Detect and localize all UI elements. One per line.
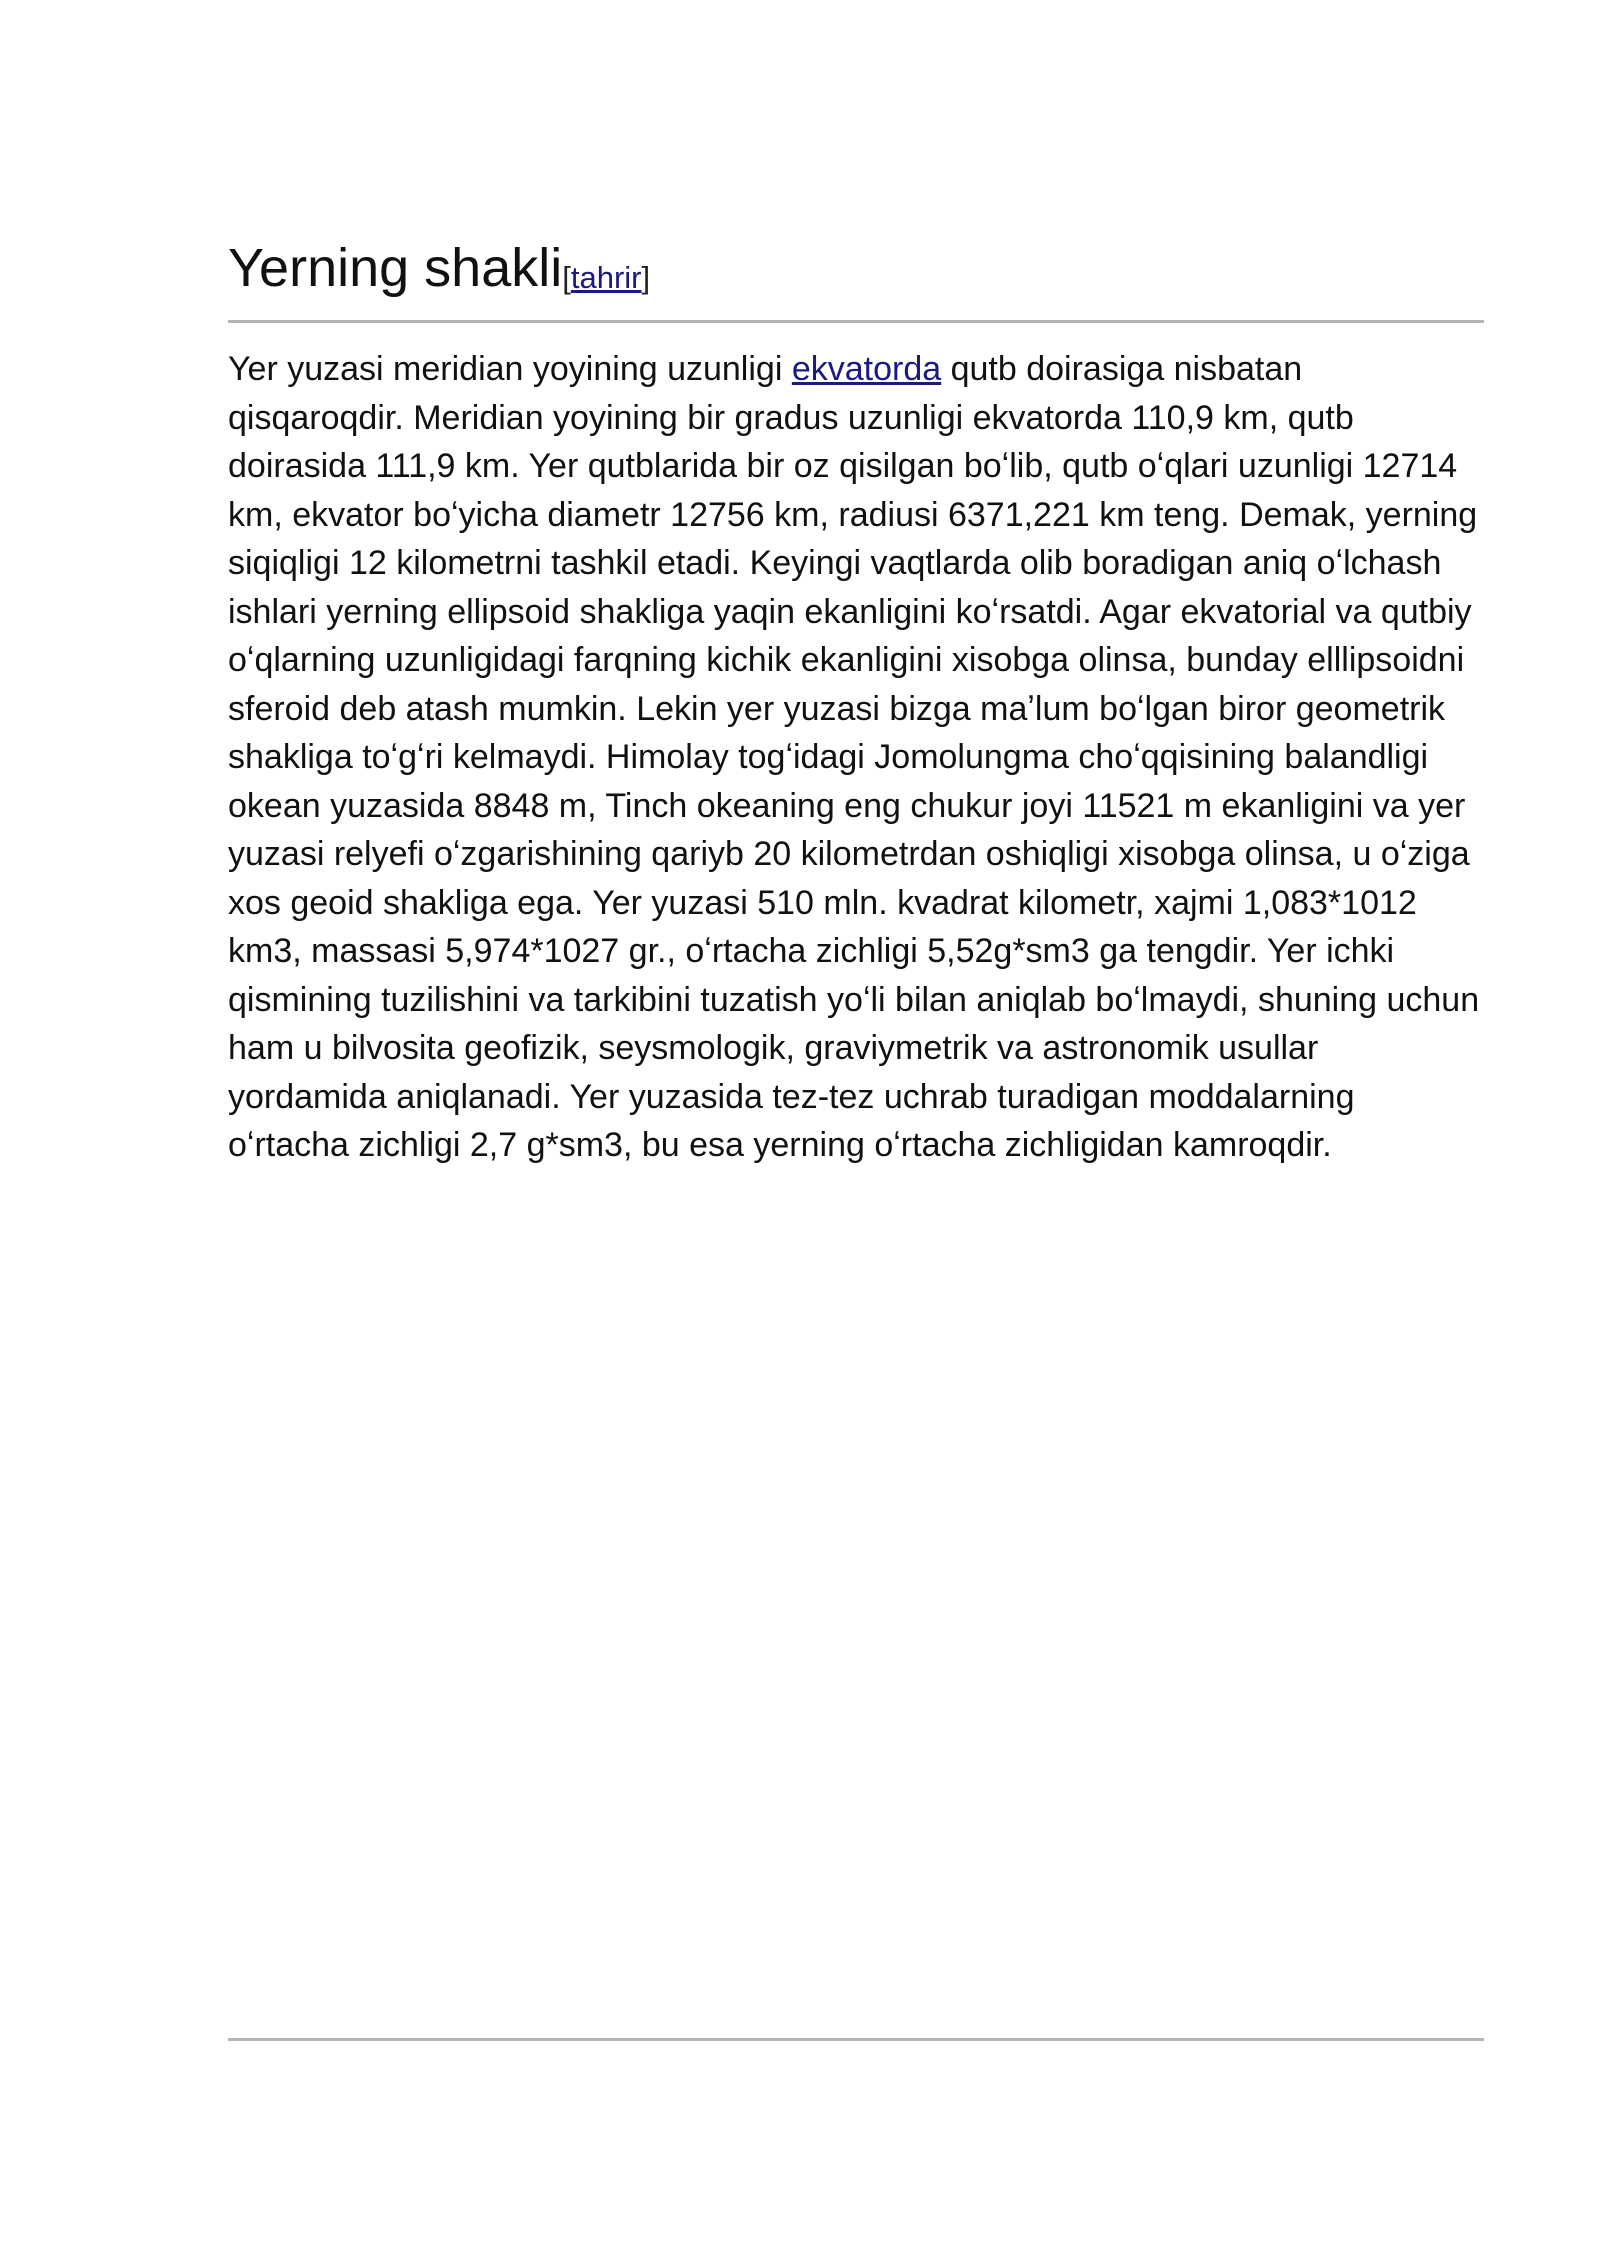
edit-section [562, 260, 650, 295]
article-content [228, 228, 1484, 1170]
edit-bracket-open: [ [562, 260, 571, 295]
footer-divider [228, 2038, 1484, 2041]
paragraph-text-start: Yer yuzasi meridian yoyining uzunligi [228, 350, 792, 388]
body-paragraph [228, 345, 1484, 1170]
edit-bracket-close: ] [641, 260, 651, 295]
section-heading [228, 228, 1484, 323]
ekvatorda-link[interactable]: ekvatorda [791, 350, 942, 388]
paragraph-text-rest: qutb doirasiga nisbatan qisqaroqdir. Meridian yoyining bir gradus uzunligi ekvatorda 110,9 km, qutb doirasida 111,9 km. Yer qutblarida bir oz qisilgan boʻlib, qutb oʻqlari uzunligi 12714 km, ekvator boʻyicha diametr 12756 km, radiusi 6371,221 km teng. Demak, yerning siqiqligi 12 kilometrni tashkil etadi. Keyingi vaqtlarda olib boradigan aniq oʻlchash ishlari yerning ellipsoid shakliga yaqin ekanligini koʻrsatdi. Agar ekvatorial va qutbiy oʻqlarning uzunligidagi farqning kichik ekanligini xisobga olinsa, bunday elllipsoidni sferoid deb atash mumkin. Lekin yer yuzasi bizga maʼlum boʻlgan biror geometrik shakliga toʻgʻri kelmaydi. Himolay togʻidagi Jomolungma choʻqqisining balandligi okean yuzasida 8848 m, Tinch okeaning eng chukur joyi 11521 m ekanligini va yer yuzasi relyefi oʻzgarishining qariyb 20 kilometrdan oshiqligi xisobga olinsa, u oʻziga xos geoid shakliga ega. Yer yuzasi 510 mln. kvadrat kilometr, xajmi 1,083*1012 km3, massasi 5,974*1027 gr., oʻrtacha zichligi 5,52g*sm3 ga tengdir. Yer ichki qismining tuzilishini va tarkibini tuzatish yoʻli bilan aniqlab boʻlmaydi, shuning uchun ham u bilvosita geofizik, seysmologik, graviymetrik va astronomik usullar yordamida aniqlanadi. Yer yuzasida tez-tez uchrab turadigan moddalarning oʻrtacha zichligi 2,7 g*sm3, bu esa yerning oʻrtacha zichligidan kamroqdir. [228, 350, 1480, 1164]
edit-link[interactable]: tahrir [570, 260, 642, 295]
section-title: Yerning shakli [228, 238, 563, 298]
